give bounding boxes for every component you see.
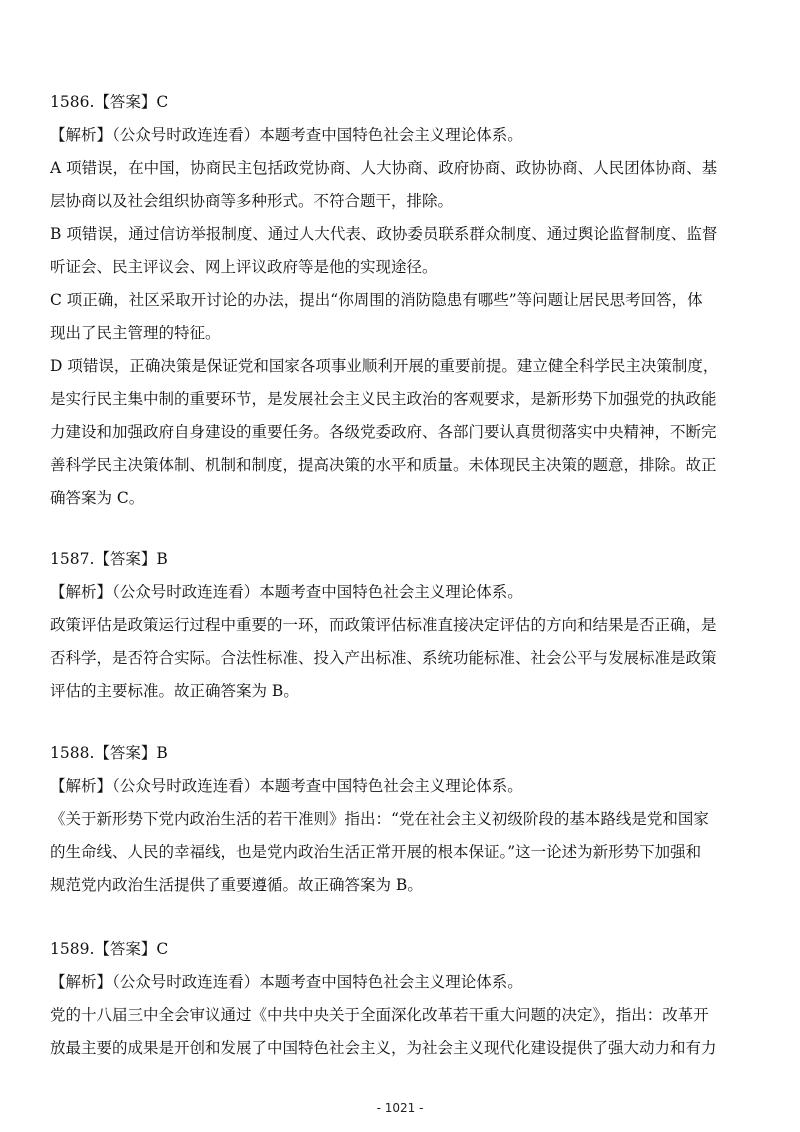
question-1587	[50, 543, 750, 708]
text-line: 的生命线、人民的幸福线，也是党内政治生活正常开展的根本保证。”这一论述为新形势下加强和	[50, 843, 702, 861]
analysis-intro: 【解析】（公众号时政连连看）本题考查中国特色社会主义理论体系。	[50, 777, 523, 795]
text-line: 党的十八届三中全会审议通过《中共中央关于全面深化改革若干重大问题的决定》，指出：改革开	[50, 1006, 709, 1024]
answer-heading: 1588.【答案】B	[50, 744, 168, 762]
text-line: 力建设和加强政府自身建设的重要任务。各级党委政府、各部门要认真贯彻落实中央精神，不断完	[50, 423, 717, 441]
text-line: 确答案为 C。	[50, 489, 145, 507]
text-line: 规范党内政治生活提供了重要遵循。故正确答案为 B。	[50, 876, 423, 894]
text-line: C 项正确，社区采取开讨论的办法，提出“你周围的消防隐患有哪些”等问题让居民思考回答，体	[50, 291, 703, 309]
text-line: 放最主要的成果是开创和发展了中国特色社会主义，为社会主义现代化建设提供了强大动力和有力	[50, 1039, 717, 1057]
text-line: 是实行民主集中制的重要环节，是发展社会主义民主政治的客观要求，是新形势下加强党的执政能	[50, 390, 717, 408]
text-line: 否科学，是否符合实际。合法性标准、投入产出标准、系统功能标准、社会公平与发展标准是政策	[50, 649, 717, 667]
text-line: A 项错误，在中国，协商民主包括政党协商、人大协商、政府协商、政协协商、人民团体协商、基	[50, 159, 718, 177]
text-line: 层协商以及社会组织协商等多种形式。不符合题干，排除。	[50, 192, 454, 210]
text-line: 政策评估是政策运行过程中重要的一环，而政策评估标准直接决定评估的方向和结果是否正确，是	[50, 616, 717, 634]
question-1586	[50, 86, 750, 515]
text-line: 评估的主要标准。故正确答案为 B。	[50, 682, 299, 700]
analysis-intro: 【解析】（公众号时政连连看）本题考查中国特色社会主义理论体系。	[50, 973, 523, 991]
text-line: 听证会、民主评议会、网上评议政府等是他的实现途径。	[50, 258, 438, 276]
page-number: - 1021 -	[376, 1101, 424, 1115]
text-line: 善科学民主决策体制、机制和制度，提高决策的水平和质量。未体现民主决策的题意，排除。故正	[50, 456, 717, 474]
answer-heading: 1587.【答案】B	[50, 550, 168, 568]
text-line: D 项错误，正确决策是保证党和国家各项事业顺利开展的重要前提。建立健全科学民主决策制度，	[50, 357, 719, 375]
text-line: 《关于新形势下党内政治生活的若干准则》指出：“党在社会主义初级阶段的基本路线是党和国家	[50, 810, 709, 828]
analysis-intro: 【解析】（公众号时政连连看）本题考查中国特色社会主义理论体系。	[50, 126, 523, 144]
question-1588	[50, 737, 750, 902]
analysis-intro: 【解析】（公众号时政连连看）本题考查中国特色社会主义理论体系。	[50, 583, 523, 601]
text-line: 现出了民主管理的特征。	[50, 324, 221, 342]
answer-heading: 1586.【答案】C	[50, 93, 169, 111]
text-line: B 项错误，通过信访举报制度、通过人大代表、政协委员联系群众制度、通过舆论监督制度、监督	[50, 225, 718, 243]
question-1589	[50, 933, 750, 1065]
answer-heading: 1589.【答案】C	[50, 940, 169, 958]
